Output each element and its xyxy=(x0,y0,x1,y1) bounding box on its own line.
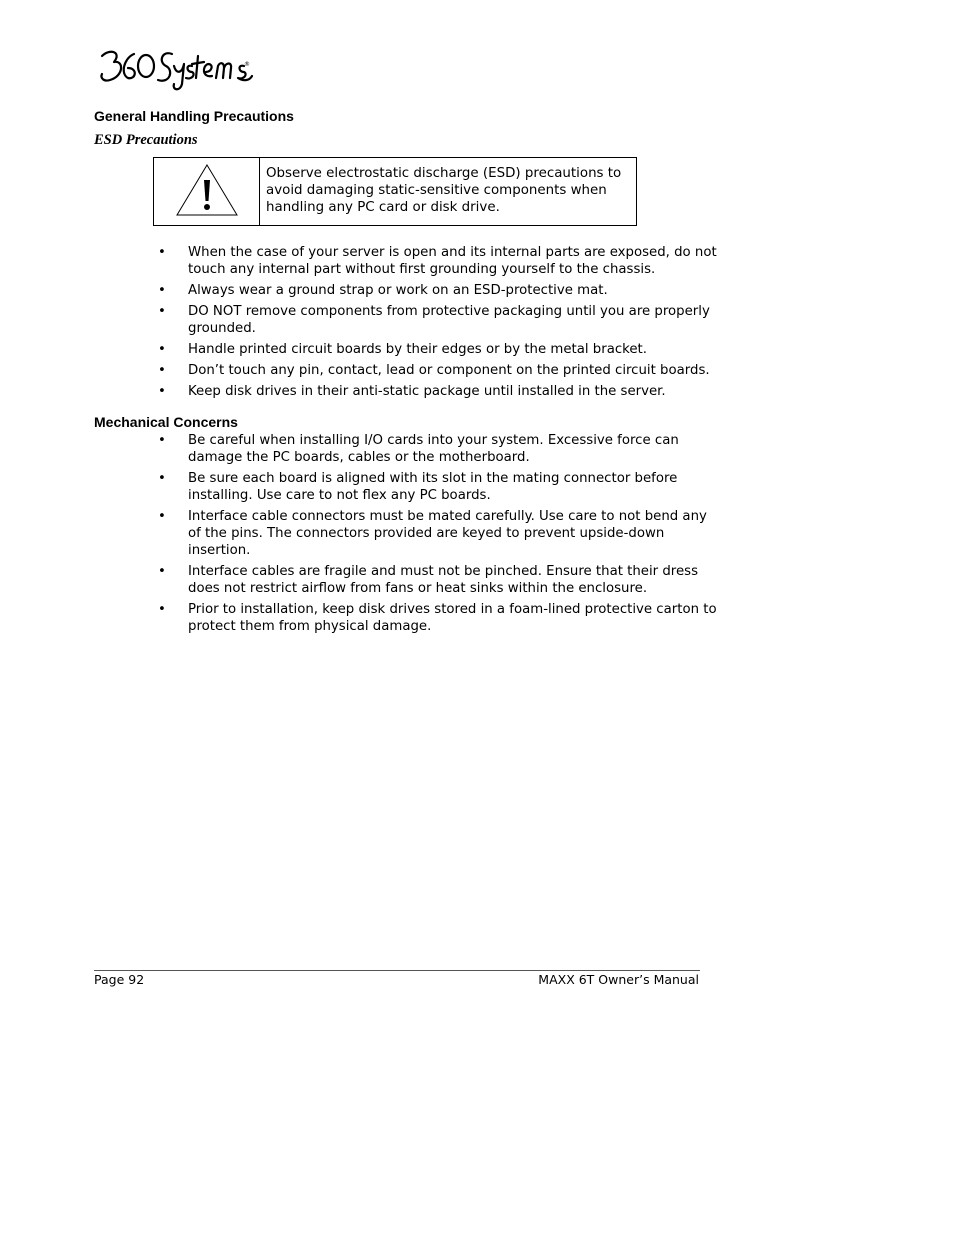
list-item: • Always wear a ground strap or work on an ESD-protective mat. xyxy=(158,283,608,298)
list-item: • Be careful when installing I/O cards into your system. Excessive force can damage the PC boards, cables or the motherboard. xyxy=(158,433,679,465)
list-item: • Keep disk drives in their anti-static package until installed in the server. xyxy=(158,384,666,399)
footer-manual-title: MAXX 6T Owner’s Manual xyxy=(538,972,699,987)
list-item: • Handle printed circuit boards by their edges or by the metal bracket. xyxy=(158,342,647,357)
section-title-mechanical: Mechanical Concerns xyxy=(94,414,238,430)
esd-icon-cell xyxy=(154,158,260,225)
list-item: • Interface cables are fragile and must not be pinched. Ensure that their dress does not restrict airflow from fans or heat sinks within the enclosure. xyxy=(158,564,699,596)
list-item: • Be sure each board is aligned with its slot in the mating connector before installing. Use care to not flex any PC boards. xyxy=(158,471,678,503)
list-item: • Prior to installation, keep disk drives stored in a foam-lined protective carton to protect them from physical damage. xyxy=(158,602,717,634)
list-item: • Interface cable connectors must be mated carefully. Use care to not bend any of the pins. The connectors provided are keyed to prevent upside-down insertion. xyxy=(158,509,707,558)
svg-text:®: ® xyxy=(244,61,250,68)
360-systems-logo xyxy=(94,44,254,96)
list-item: • Don’t touch any pin, contact, lead or component on the printed circuit boards. xyxy=(158,363,710,378)
mechanical-concerns-list xyxy=(153,432,718,639)
esd-precautions-list xyxy=(153,244,718,404)
list-item: • DO NOT remove components from protective packaging until you are properly grounded. xyxy=(158,304,710,336)
esd-notice-box xyxy=(153,157,637,226)
esd-notice-text: Observe electrostatic discharge (ESD) precautions to avoid damaging static-sensitive components when handling any PC card or disk drive. xyxy=(266,166,622,215)
list-item: • When the case of your server is open and its internal parts are exposed, do not touch any internal part without first grounding yourself to the chassis. xyxy=(158,245,717,277)
warning-triangle-icon xyxy=(174,162,240,222)
section-title-general: General Handling Precautions xyxy=(94,108,294,124)
footer-rule xyxy=(94,970,700,971)
footer-page-number: Page 92 xyxy=(94,972,145,987)
section-subtitle-esd: ESD Precautions xyxy=(94,132,198,148)
